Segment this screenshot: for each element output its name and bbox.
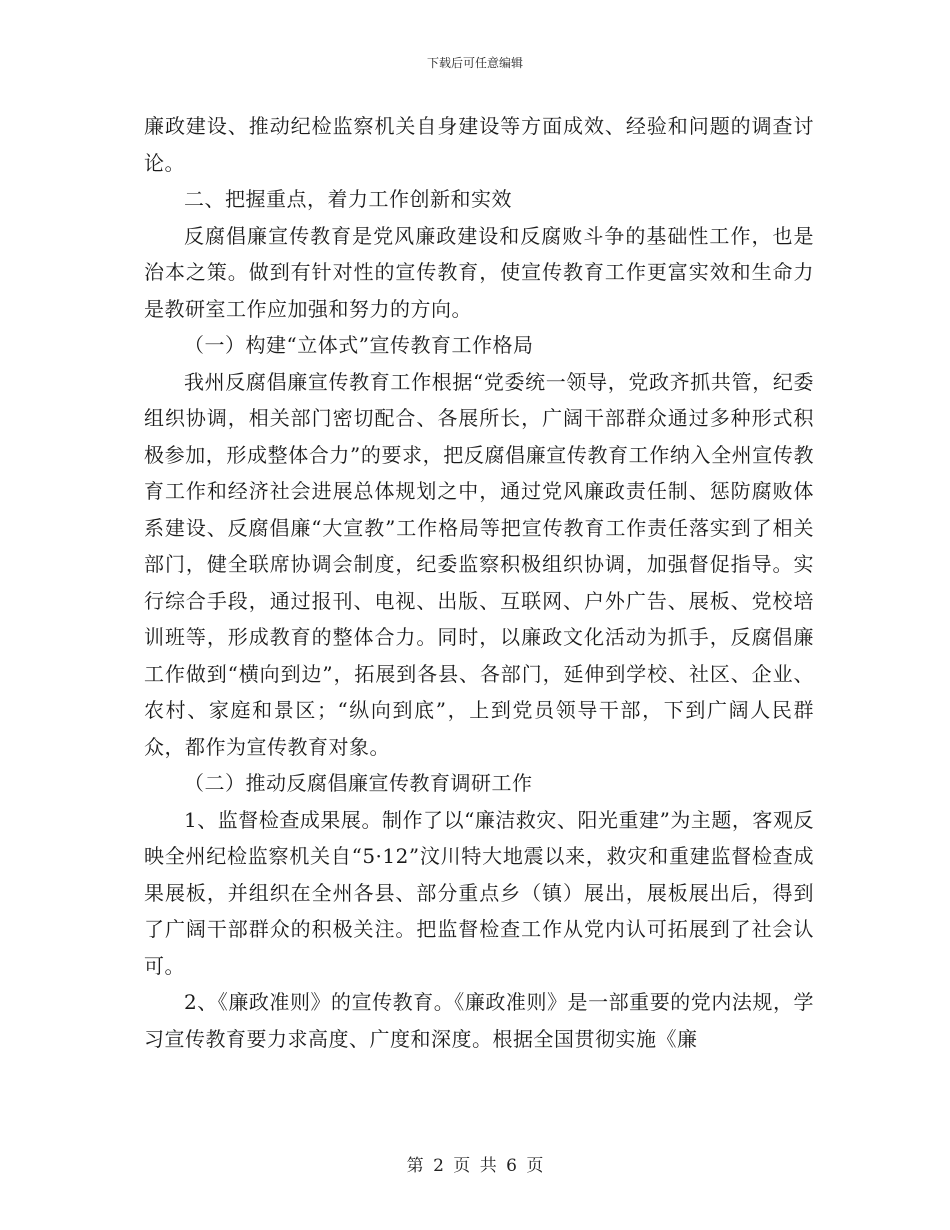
section-heading: 二、把握重点，着力工作创新和实效 xyxy=(184,187,512,211)
paragraph: 反腐倡廉宣传教育是党风廉政建设和反腐败斗争的基础性工作，也是治本之策。做到有针对性的宣传教育，使宣传教育工作更富实效和生命力是教研室工作应加强和努力的方向。 xyxy=(144,223,814,321)
subsection-heading: （一）构建“立体式”宣传教育工作格局 xyxy=(184,333,534,357)
page-number: 第 2 页 共 6 页 xyxy=(406,1156,544,1176)
page-header: 下载后可任意编辑 xyxy=(426,56,523,70)
subsection-heading: （二）推动反腐倡廉宣传教育调研工作 xyxy=(184,771,533,795)
paragraph: 2、《廉政准则》的宣传教育。《廉政准则》是一部重要的党内法规，学习宣传教育要力求高度、广度和深度。根据全国贯彻实施《廉 xyxy=(144,990,814,1051)
paragraph: 1、监督检查成果展。制作了以“廉洁救灾、阳光重建”为主题，客观反映全州纪检监察机关自“5·12”汶川特大地震以来，救灾和重建监督检查成果展板，并组织在全州各县、部分重点乡（镇）展出，展板展出后，得到了广阔干部群众的积极关注。把监督检查工作从党内认可拓展到了社会认可。 xyxy=(144,807,814,978)
document-body xyxy=(144,108,814,1057)
paragraph: 廉政建设、推动纪检监察机关自身建设等方面成效、经验和问题的调查讨论。 xyxy=(144,114,814,175)
paragraph: 我州反腐倡廉宣传教育工作根据“党委统一领导，党政齐抓共管，纪委组织协调，相关部门密切配合、各展所长，广阔干部群众通过多种形式积极参加，形成整体合力”的要求，把反腐倡廉宣传教育工作纳入全州宣传教育工作和经济社会进展总体规划之中，通过党风廉政责任制、惩防腐败体系建设、反腐倡廉“大宣教”工作格局等把宣传教育工作责任落实到了相关部门，健全联席协调会制度，纪委监察积极组织协调，加强督促指导。实行综合手段，通过报刊、电视、出版、互联网、户外广告、展板、党校培训班等，形成教育的整体合力。同时，以廉政文化活动为抓手，反腐倡廉工作做到“横向到边”，拓展到各县、各部门，延伸到学校、社区、企业、农村、家庭和景区；“纵向到底”，上到党员领导干部，下到广阔人民群众，都作为宣传教育对象。 xyxy=(144,369,814,759)
